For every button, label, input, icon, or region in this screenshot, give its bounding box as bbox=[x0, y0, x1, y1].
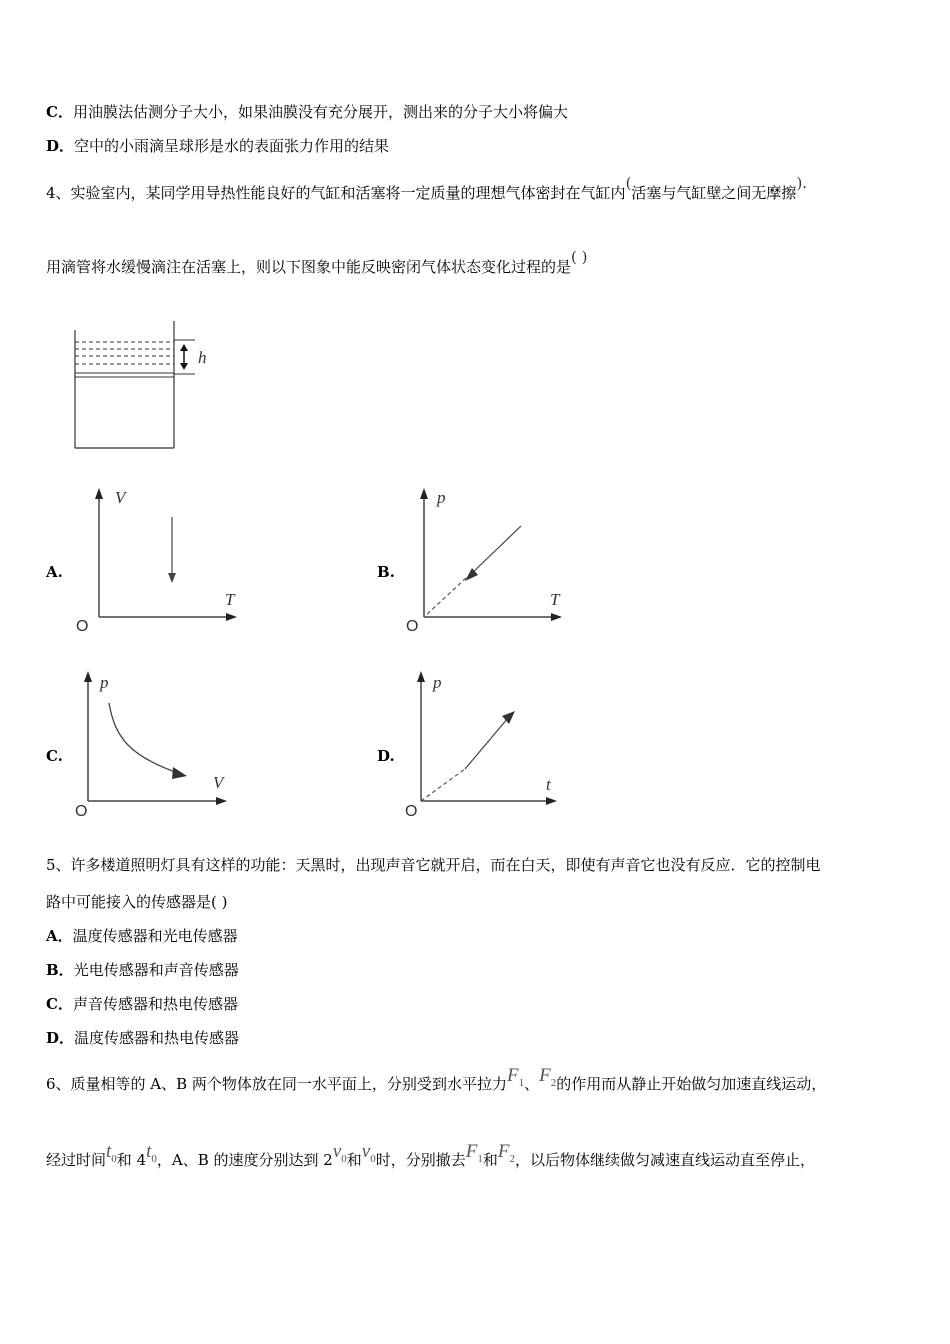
y-axis-label: p bbox=[100, 673, 109, 692]
q5-option-d bbox=[46, 1028, 239, 1048]
velocity-v0: $v_0$ bbox=[332, 1141, 347, 1165]
velocity-v0: $v_0$ bbox=[361, 1141, 376, 1165]
graph-b bbox=[400, 485, 580, 635]
q4-text: 4、实验室内，某同学用导热性能良好的气缸和活塞将一定质量的理想气体密封在气缸内 bbox=[46, 184, 626, 202]
separator: 、 bbox=[524, 1075, 540, 1093]
q6-text: 的作用而从静止开始做匀加速直线运动， bbox=[556, 1075, 827, 1093]
option-label: D． bbox=[46, 137, 75, 155]
q5-option-b bbox=[46, 960, 239, 980]
y-axis-label: V bbox=[115, 488, 126, 507]
q6-text: ，A、B 的速度分别达到 2 bbox=[156, 1151, 333, 1169]
x-axis-label: V bbox=[213, 773, 224, 792]
option-label: A． bbox=[46, 927, 73, 945]
q4-stem-line1 bbox=[46, 174, 808, 203]
option-label: D． bbox=[46, 1029, 75, 1047]
x-axis-label: T bbox=[550, 590, 560, 609]
graph-a-label: A. bbox=[46, 563, 63, 581]
q6-text: 和 4 bbox=[116, 1151, 147, 1169]
graph-b-label: B. bbox=[377, 563, 395, 581]
q4-stem-line2 bbox=[46, 248, 588, 277]
graph-c-label: C. bbox=[46, 747, 63, 765]
q6-stem-line1 bbox=[46, 1065, 827, 1101]
y-axis-label: p bbox=[433, 673, 442, 692]
option-label: C． bbox=[46, 103, 73, 121]
q3-option-c bbox=[46, 102, 568, 122]
answer-blank: ( ) bbox=[571, 248, 588, 266]
open-paren: ( bbox=[625, 174, 632, 192]
origin-label: O bbox=[406, 618, 419, 635]
q4-paren-note: 活塞与气缸壁之间无摩擦 bbox=[631, 184, 797, 202]
q5-stem-line2: 路中可能接入的传感器是( ) bbox=[46, 893, 228, 911]
time-t0: $t_0$ bbox=[146, 1141, 157, 1165]
height-label: h bbox=[198, 348, 207, 367]
option-text: 温度传感器和热电传感器 bbox=[74, 1029, 240, 1047]
q6-text: 和 bbox=[482, 1151, 498, 1169]
option-label: B． bbox=[46, 961, 74, 979]
origin-label: O bbox=[405, 803, 418, 820]
origin-label: O bbox=[76, 618, 89, 635]
origin-label: O bbox=[75, 803, 88, 820]
q4-text: 用滴管将水缓慢滴注在活塞上，则以下图象中能反映密闭气体状态变化过程的是 bbox=[46, 258, 572, 276]
q5-option-c bbox=[46, 994, 238, 1014]
y-axis-label: p bbox=[437, 488, 446, 507]
graph-a bbox=[70, 485, 250, 635]
option-text: 空中的小雨滴呈球形是水的表面张力作用的结果 bbox=[74, 137, 390, 155]
time-t0: $t_0$ bbox=[106, 1141, 117, 1165]
x-axis-label: t bbox=[546, 775, 551, 794]
force-f2: $F_2$ bbox=[497, 1141, 515, 1165]
q6-stem-line2 bbox=[46, 1141, 815, 1177]
q6-text: 6、质量相等的 A、B 两个物体放在同一水平面上，分别受到水平拉力 bbox=[46, 1075, 507, 1093]
force-f2: $F_2$ bbox=[539, 1065, 557, 1089]
q6-text: 和 bbox=[346, 1151, 362, 1169]
option-text: 温度传感器和光电传感器 bbox=[72, 927, 238, 945]
q5-stem-line1: 5、许多楼道照明灯具有这样的功能：天黑时，出现声音它就开启，而在白天，即使有声音它也没有反应．它的控制电 bbox=[46, 856, 821, 874]
graph-d bbox=[400, 668, 580, 818]
graph-d-label: D. bbox=[377, 747, 395, 765]
q6-text: 经过时间 bbox=[46, 1151, 107, 1169]
force-f1: $F_1$ bbox=[465, 1141, 483, 1165]
q3-option-d bbox=[46, 136, 389, 156]
q5-option-a bbox=[46, 926, 238, 946]
option-text: 光电传感器和声音传感器 bbox=[73, 961, 239, 979]
q6-text: ，以后物体继续做匀减速直线运动直至停止， bbox=[514, 1151, 815, 1169]
option-text: 用油膜法估测分子大小，如果油膜没有充分展开，测出来的分子大小将偏大 bbox=[72, 103, 568, 121]
graph-c bbox=[70, 668, 250, 818]
cylinder-figure bbox=[60, 315, 220, 460]
option-label: C． bbox=[46, 995, 73, 1013]
q6-text: 时，分别撤去 bbox=[375, 1151, 466, 1169]
force-f1: $F_1$ bbox=[506, 1065, 525, 1089]
option-text: 声音传感器和热电传感器 bbox=[72, 995, 238, 1013]
x-axis-label: T bbox=[225, 590, 235, 609]
close-paren: ). bbox=[796, 174, 808, 192]
